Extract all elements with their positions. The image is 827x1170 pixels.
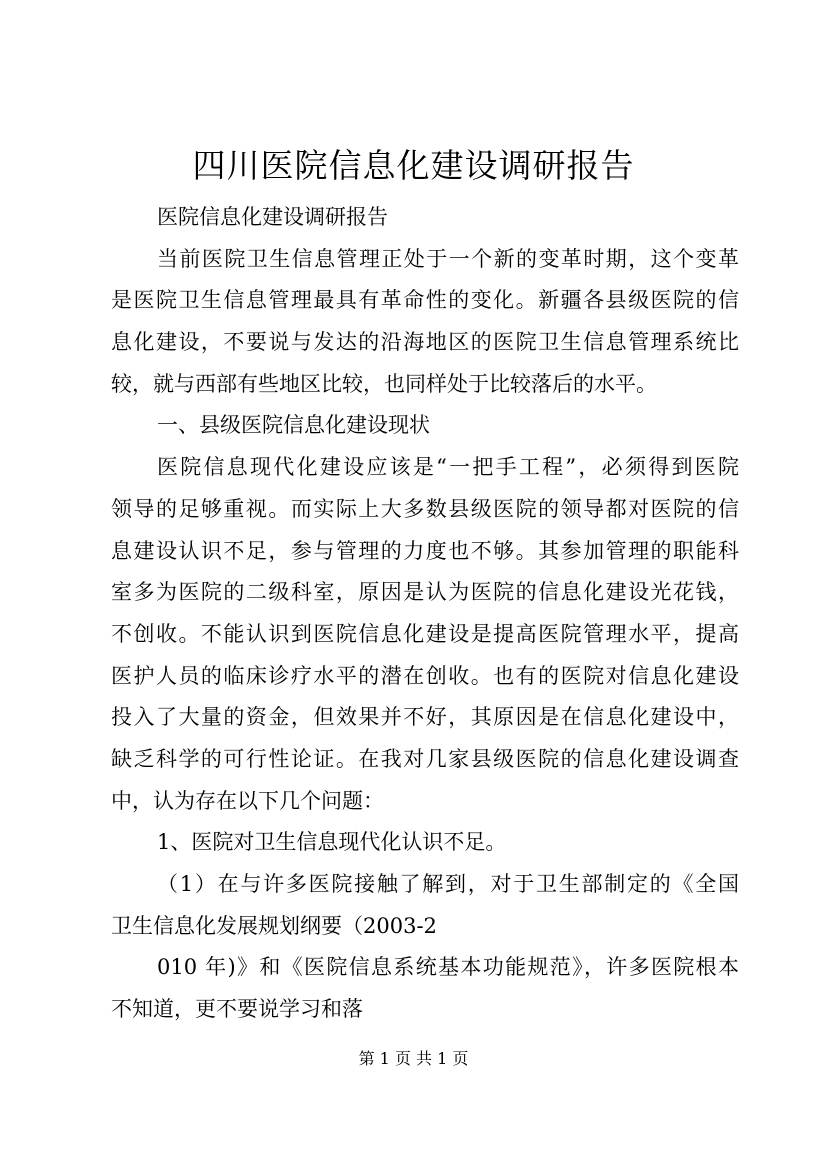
paragraph-line: 息化建设，不要说与发达的沿海地区的医院卫生信息管理系统比 [111,330,739,355]
paragraph-line: 投入了大量的资金，但效果并不好，其原因是在信息化建设中， [111,705,739,730]
section-heading: 一、县级医院信息化建设现状 [157,413,430,438]
paragraph-line: 医护人员的临床诊疗水平的潜在创收。也有的医院对信息化建设 [111,663,739,688]
paragraph-line: 不创收。不能认识到医院信息化建设是提高医院管理水平，提高 [111,621,739,646]
paragraph-line: 是医院卫生信息管理最具有革命性的变化。新疆各县级医院的信 [111,288,739,313]
subtitle-line: 医院信息化建设调研报告 [157,205,388,229]
paragraph-line: 缺乏科学的可行性论证。在我对几家县级医院的信息化建设调查 [111,746,739,771]
document-body [111,197,739,1031]
paragraph-line: 医院信息现代化建设应该是“一把手工程”，必须得到医院 [157,455,739,480]
paragraph-line: 中，认为存在以下几个问题： [111,788,384,813]
page-footer: 第 1 页 共 1 页 [358,1049,469,1068]
paragraph-line: 室多为医院的二级科室，原因是认为医院的信息化建设光花钱， [111,580,739,605]
paragraph-line: 息建设认识不足，参与管理的力度也不够。其参加管理的职能科 [111,538,739,563]
paragraph-line: 较，就与西部有些地区比较，也同样处于比较落后的水平。 [111,371,657,396]
paragraph-line: 当前医院卫生信息管理正处于一个新的变革时期，这个变革 [157,246,739,271]
paragraph-line: 卫生信息化发展规划纲要（2003-2 [111,913,437,938]
subsection-heading: 1、医院对卫生信息现代化认识不足。 [157,830,507,855]
paragraph-line: （1）在与许多医院接触了解到，对于卫生部制定的《全国 [157,872,739,896]
document-title: 四川医院信息化建设调研报告 [192,146,635,185]
paragraph-line: 不知道，更不要说学习和落 [111,997,363,1022]
paragraph-line: 010 年)》和《医院信息系统基本功能规范》，许多医院根本 [157,955,739,980]
paragraph-line: 领导的足够重视。而实际上大多数县级医院的领导都对医院的信 [111,496,739,521]
